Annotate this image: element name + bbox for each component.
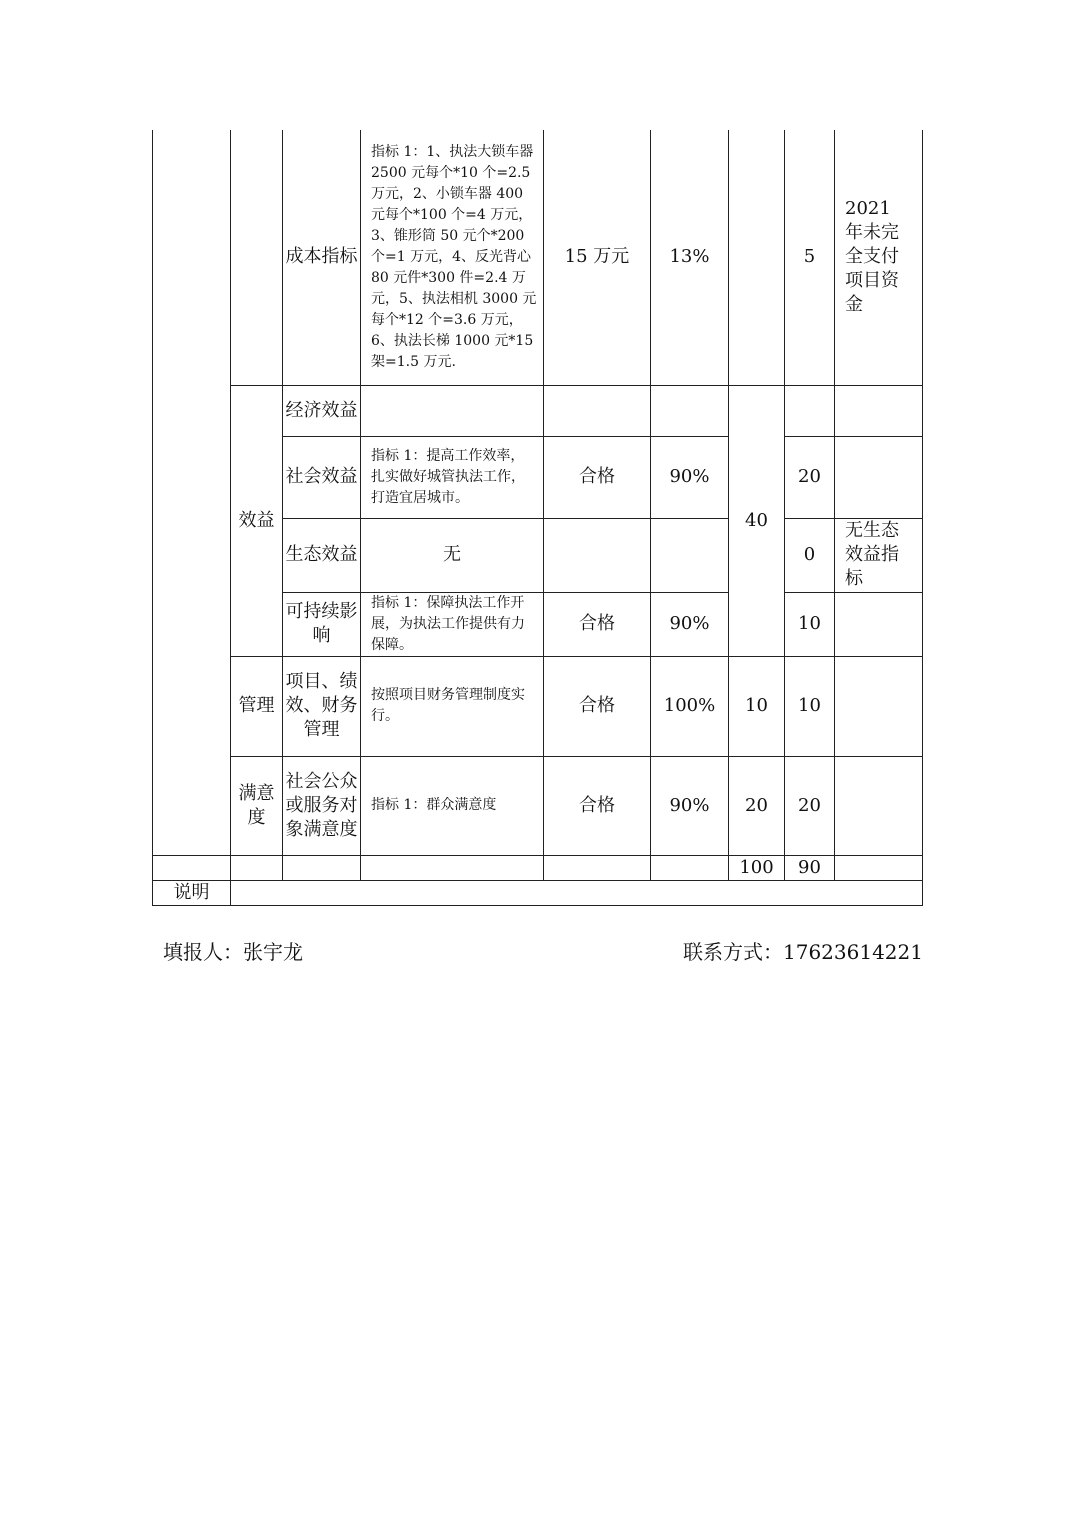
category-label: 满意度	[231, 756, 283, 855]
category-label: 管理	[231, 656, 283, 756]
weight-value: 20	[729, 756, 785, 855]
score-value: 0	[785, 518, 835, 592]
score-value: 20	[785, 436, 835, 518]
indicator-description: 指标 1：保障执法工作开展，为执法工作提供有力保障。	[361, 592, 544, 656]
indicator-description: 指标 1：群众满意度	[361, 756, 544, 855]
weight-cell	[729, 130, 785, 385]
indicator-label: 项目、绩效、财务管理	[283, 656, 361, 756]
target-value: 合格	[544, 592, 651, 656]
management-row	[153, 656, 923, 756]
empty-cell	[544, 855, 651, 880]
filler-name: 填报人：张宇龙	[163, 940, 303, 964]
actual-value: 100%	[651, 656, 729, 756]
target-value: 合格	[544, 436, 651, 518]
note-text	[835, 436, 923, 518]
actual-value	[651, 385, 729, 436]
score-value: 20	[785, 756, 835, 855]
weight-value: 10	[729, 656, 785, 756]
performance-table	[152, 130, 923, 906]
satisfaction-row	[153, 756, 923, 855]
indicator-description	[361, 385, 544, 436]
actual-value	[651, 518, 729, 592]
empty-cell	[283, 855, 361, 880]
score-value: 10	[785, 656, 835, 756]
actual-value: 90%	[651, 436, 729, 518]
indicator-label: 社会公众或服务对象满意度	[283, 756, 361, 855]
empty-cell	[651, 855, 729, 880]
empty-cell	[361, 855, 544, 880]
target-value: 合格	[544, 756, 651, 855]
indicator-description: 无	[361, 518, 544, 592]
remarks-value	[231, 880, 923, 905]
empty-cell	[231, 855, 283, 880]
total-row	[153, 855, 923, 880]
empty-cell	[153, 855, 231, 880]
level1-empty-cell	[153, 130, 231, 855]
note-text	[835, 385, 923, 436]
remarks-row	[153, 880, 923, 905]
indicator-label: 经济效益	[283, 385, 361, 436]
actual-value: 90%	[651, 592, 729, 656]
economic-row	[153, 385, 923, 436]
indicator-label: 社会效益	[283, 436, 361, 518]
indicator-description: 按照项目财务管理制度实行。	[361, 656, 544, 756]
target-value	[544, 385, 651, 436]
note-text	[835, 656, 923, 756]
target-value	[544, 518, 651, 592]
indicator-description: 指标 1：提高工作效率，扎实做好城管执法工作，打造宜居城市。	[361, 436, 544, 518]
note-text	[835, 756, 923, 855]
score-value: 5	[785, 130, 835, 385]
indicator-description: 指标 1：1、执法大锁车器 2500 元每个*10 个=2.5 万元，2、小锁车器 400 元每个*100 个=4 万元，3、锥形筒 50 元个*200 个=1 万元，4、反光背心 80 元件*300 件=2.4 万元，5、执法相机 3000 元每个*12 个=3.6 万元，6、执法长梯 1000 元*15 架=1.5 万元.	[361, 130, 544, 385]
cost-row	[153, 130, 923, 385]
category-label: 效益	[231, 385, 283, 656]
note-text: 2021 年未完全支付项目资金	[835, 130, 923, 385]
indicator-label: 生态效益	[283, 518, 361, 592]
level2-empty-cell	[231, 130, 283, 385]
indicator-label: 可持续影响	[283, 592, 361, 656]
note-text: 无生态效益指标	[835, 518, 923, 592]
target-value: 15 万元	[544, 130, 651, 385]
contact-info: 联系方式：17623614221	[683, 940, 923, 964]
total-weight: 100	[729, 855, 785, 880]
remarks-label: 说明	[153, 880, 231, 905]
score-value	[785, 385, 835, 436]
total-score: 90	[785, 855, 835, 880]
actual-value: 90%	[651, 756, 729, 855]
actual-value: 13%	[651, 130, 729, 385]
target-value: 合格	[544, 656, 651, 756]
note-text	[835, 592, 923, 656]
empty-cell	[835, 855, 923, 880]
indicator-label: 成本指标	[283, 130, 361, 385]
score-value: 10	[785, 592, 835, 656]
weight-value: 40	[729, 385, 785, 656]
